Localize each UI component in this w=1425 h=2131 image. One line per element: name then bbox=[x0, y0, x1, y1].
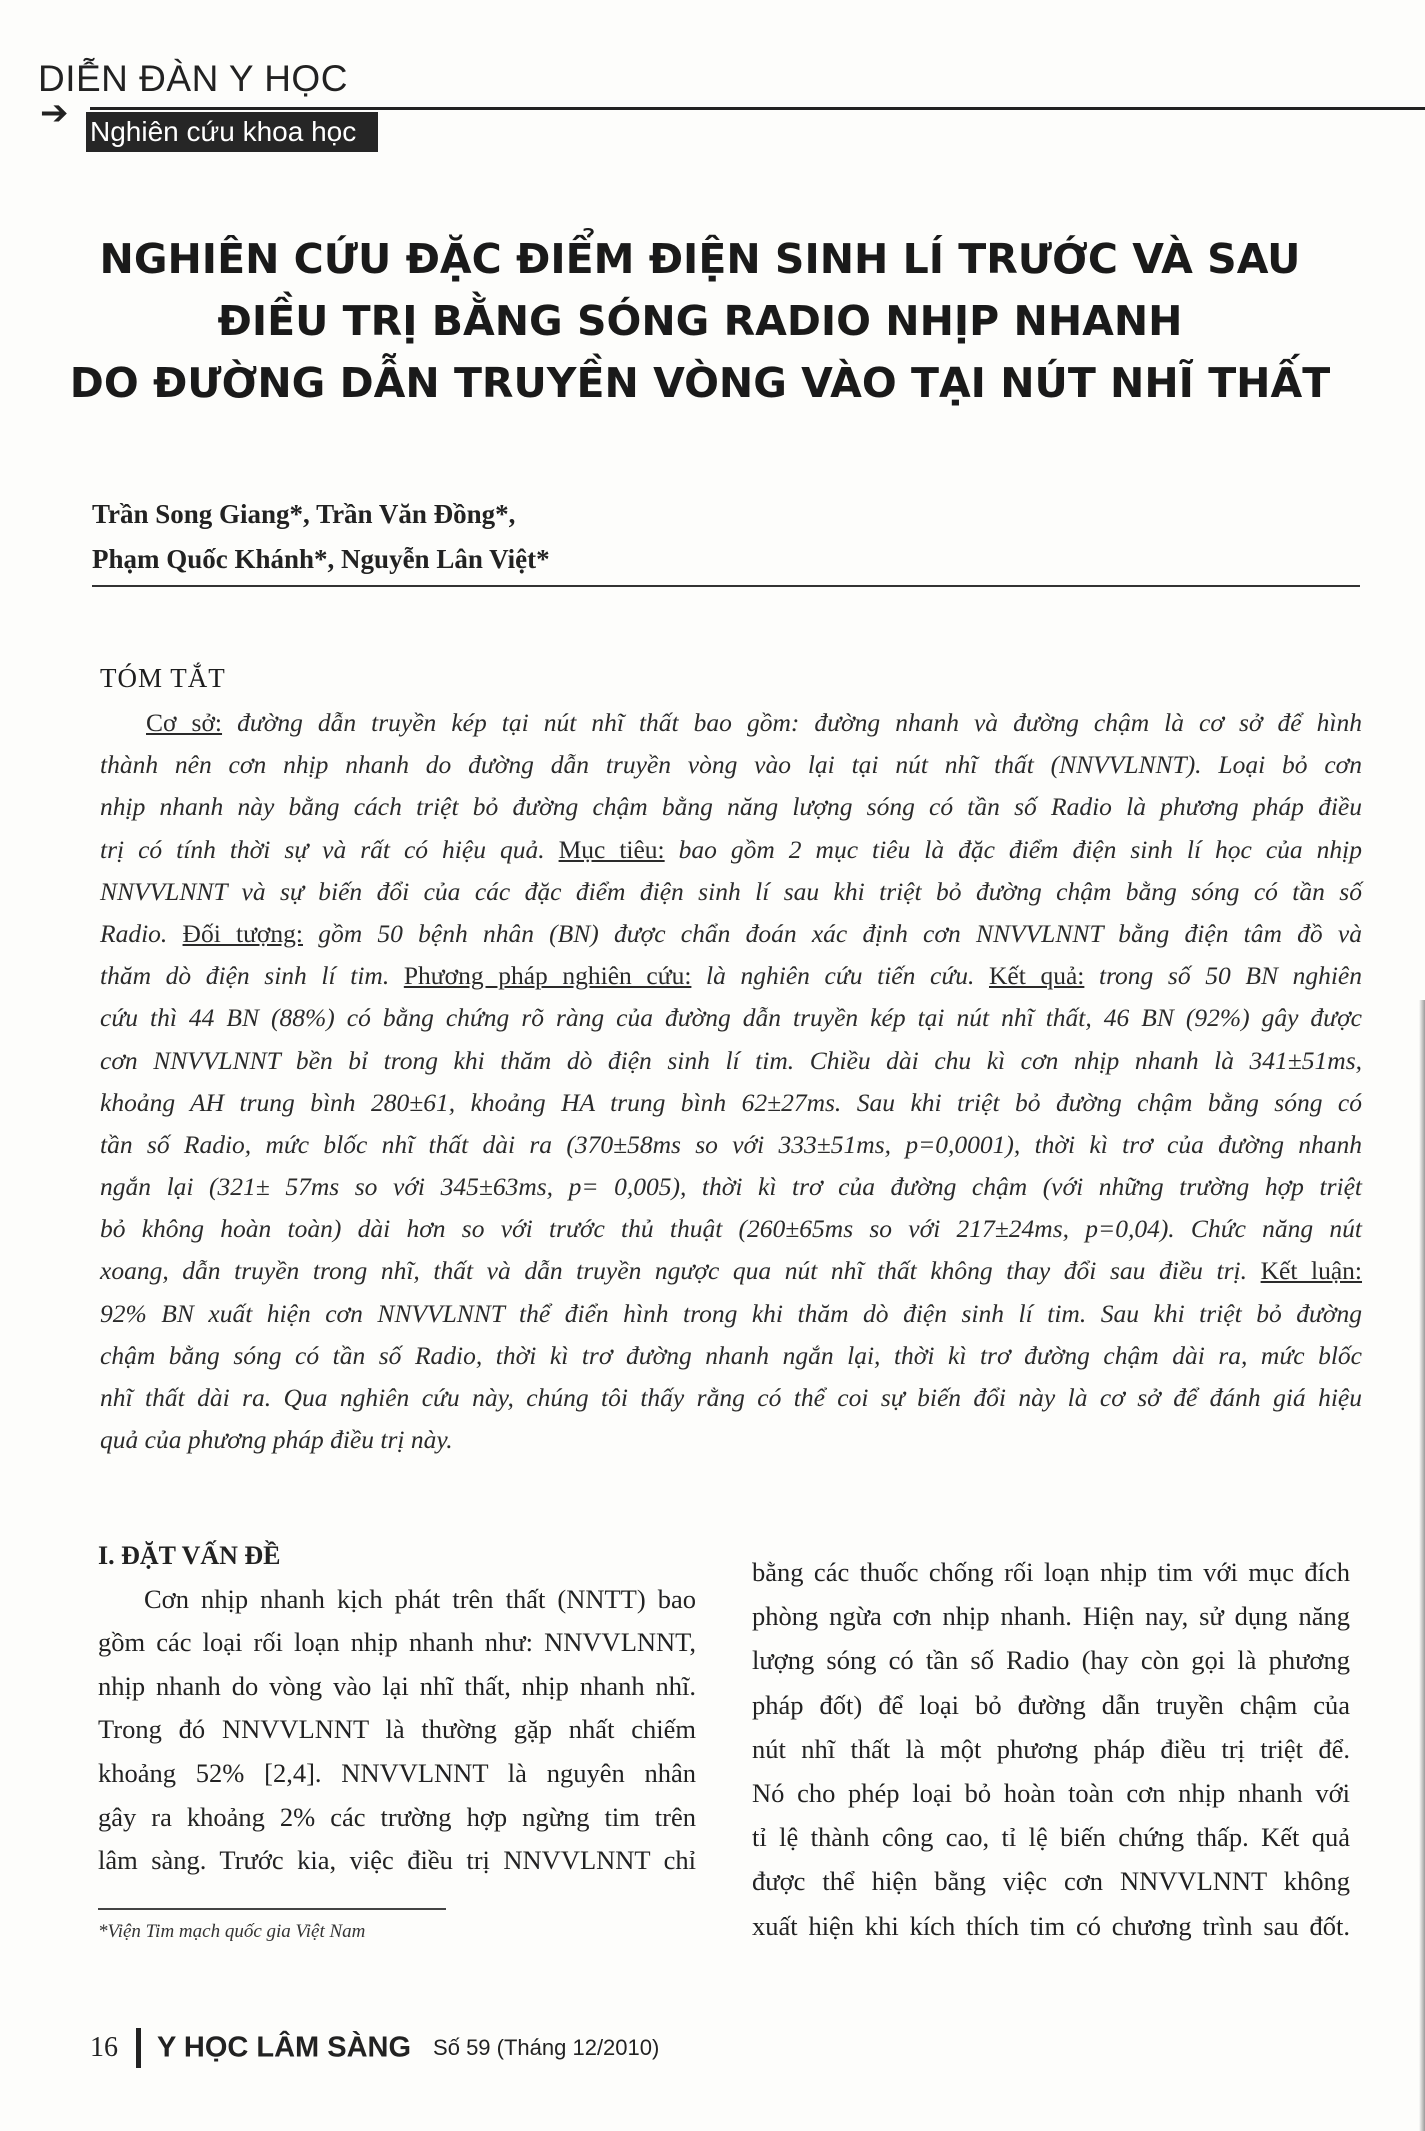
authors bbox=[92, 492, 550, 582]
title-line: ĐIỀU TRỊ BẰNG SÓNG RADIO NHỊP NHANH bbox=[217, 297, 1183, 345]
body-line: được thể hiện bằng việc cơn NNVVLNNT không bbox=[752, 1866, 1350, 1897]
abstract-text: nhịp nhanh này bằng cách triệt bỏ đường chậm bằng năng lượng sóng có tần số Radio là phương pháp điều bbox=[100, 792, 1362, 822]
abstract-label: Mục tiêu: bbox=[558, 834, 665, 864]
abstract-line bbox=[100, 1335, 1362, 1377]
page-number: 16 bbox=[90, 2032, 118, 2063]
arrow-right-icon: ➔ bbox=[40, 93, 69, 133]
abstract-text: thành nên cơn nhịp nhanh do đường dẫn truyền vòng vào lại tại nút nhĩ thất (NNVVLNNT). Loại bỏ cơn bbox=[100, 750, 1362, 780]
abstract-text: NNVVLNNT và sự biến đổi của các đặc điểm điện sinh lí sau khi triệt bỏ đường chậm bằng sóng có tần số bbox=[100, 876, 1362, 906]
authors-line: Phạm Quốc Khánh*, Nguyễn Lân Việt* bbox=[92, 544, 550, 574]
abstract-text: bỏ không hoàn toàn) dài hơn so với trước thủ thuật (260±65ms so với 217±24ms, p=0,04). Chức năng nút bbox=[100, 1214, 1362, 1244]
abstract-text: tần số Radio, mức blốc nhĩ thất dài ra (370±58ms so với 333±51ms, p=0,0001), thời kì trơ của đường nhanh bbox=[100, 1129, 1362, 1159]
abstract-text: thăm dò điện sinh lí tim. bbox=[100, 961, 404, 991]
abstract-text: cứu thì 44 BN (88%) có bằng chứng rõ ràng của đường dẫn truyền kép tại nút nhĩ thất, 46 BN (92%) gây được bbox=[100, 1003, 1362, 1033]
column-left bbox=[98, 1534, 696, 1883]
body-line: xuất hiện khi kích thích tim có chương trình sau đốt. bbox=[752, 1910, 1350, 1941]
body-line: nhịp nhanh do vòng vào lại nhĩ thất, nhịp nhanh nhĩ. bbox=[98, 1670, 696, 1701]
body-line: phòng ngừa cơn nhịp nhanh. Hiện nay, sử dụng năng bbox=[752, 1601, 1350, 1632]
abstract-line bbox=[100, 744, 1362, 786]
body-line: Cơn nhịp nhanh kịch phát trên thất (NNTT) bao bbox=[144, 1583, 696, 1614]
subsection-label: Nghiên cứu khoa học bbox=[86, 112, 378, 152]
abstract-text: nhĩ thất dài ra. Qua nghiên cứu này, chúng tôi thấy rằng có thể coi sự biến đổi này là cơ sở để đánh giá hiệu bbox=[100, 1383, 1362, 1412]
abstract-text: đường dẫn truyền kép tại nút nhĩ thất bao gồm: đường nhanh và đường chậm là cơ sở để hình bbox=[222, 708, 1362, 737]
abstract-text: quả của phương pháp điều trị này. bbox=[100, 1425, 453, 1455]
abstract-line bbox=[100, 1419, 1362, 1461]
abstract-text: Radio. bbox=[100, 918, 183, 948]
title-line: NGHIÊN CỨU ĐẶC ĐIỂM ĐIỆN SINH LÍ TRƯỚC VÀ SAU bbox=[99, 235, 1301, 283]
abstract-line bbox=[100, 871, 1362, 913]
authors-line: Trần Song Giang*, Trần Văn Đồng*, bbox=[92, 499, 516, 529]
abstract-text: là nghiên cứu tiến cứu. bbox=[691, 961, 989, 991]
abstract-text: khoảng AH trung bình 280±61, khoảng HA trung bình 62±27ms. Sau khi triệt bỏ đường chậm bằng sóng có bbox=[100, 1087, 1362, 1117]
abstract-line bbox=[100, 955, 1362, 997]
abstract-line bbox=[100, 1166, 1362, 1208]
abstract-text: xoang, dẫn truyền trong nhĩ, thất và dẫn truyền ngược qua nút nhĩ thất không thay đổi sau điều trị. bbox=[100, 1256, 1261, 1286]
body-line: gây ra khoảng 2% các trường hợp ngừng tim trên bbox=[98, 1801, 696, 1832]
abstract-label: Phương pháp nghiên cứu: bbox=[403, 961, 692, 991]
footer-bar bbox=[136, 2028, 141, 2068]
abstract-text: trị có tính thời sự và rất có hiệu quả. bbox=[100, 834, 559, 864]
abstract-text: gồm 50 bệnh nhân (BN) được chẩn đoán xác định cơn NNVVLNNT bằng điện tâm đồ và bbox=[303, 918, 1362, 948]
abstract-line bbox=[100, 1082, 1362, 1124]
body-line: Trong đó NNVVLNNT là thường gặp nhất chiếm bbox=[98, 1714, 696, 1745]
abstract-text: chậm bằng sóng có tần số Radio, thời kì trơ đường nhanh ngắn lại, thời kì trơ đường chậm dài ra, mức blốc bbox=[100, 1340, 1362, 1370]
body-line: tỉ lệ thành công cao, tỉ lệ biến chứng thấp. Kết quả bbox=[752, 1822, 1350, 1853]
abstract-line bbox=[100, 786, 1362, 828]
abstract-text: trong số 50 BN nghiên bbox=[1084, 961, 1362, 991]
section-heading: I. ĐẶT VẤN ĐỀ bbox=[98, 1541, 281, 1570]
body-line: nút nhĩ thất là một phương pháp điều trị triệt để. bbox=[752, 1733, 1350, 1764]
article-title bbox=[60, 228, 1340, 414]
header-rule bbox=[90, 107, 1425, 110]
abstract-line bbox=[100, 1293, 1362, 1335]
body-line: lượng sóng có tần số Radio (hay còn gọi là phương bbox=[752, 1645, 1350, 1676]
body-line: bằng các thuốc chống rối loạn nhịp tim với mục đích bbox=[752, 1557, 1350, 1587]
body-line: pháp đốt) để loại bỏ đường dẫn truyền chậm của bbox=[752, 1689, 1350, 1720]
abstract-text: 92% BN xuất hiện cơn NNVVLNNT thể điển hình trong khi thăm dò điện sinh lí tim. Sau khi triệt bỏ đường bbox=[100, 1298, 1362, 1328]
abstract-heading: TÓM TẮT bbox=[100, 663, 226, 693]
column-right bbox=[752, 1550, 1350, 1948]
authors-divider bbox=[92, 585, 1360, 587]
abstract-text: cơn NNVVLNNT bền bỉ trong khi thăm dò điện sinh lí tim. Chiều dài chu kì cơn nhịp nhanh là 341±51ms, bbox=[100, 1045, 1362, 1075]
page-edge-shadow bbox=[1419, 1000, 1425, 2131]
issue-info: Số 59 (Tháng 12/2010) bbox=[433, 2035, 660, 2060]
abstract-line bbox=[100, 702, 1362, 744]
abstract-line bbox=[100, 913, 1362, 955]
abstract-label: Cơ sở: bbox=[146, 708, 223, 737]
body-line: gồm các loại rối loạn nhịp nhanh như: NNVVLNNT, bbox=[98, 1627, 696, 1658]
abstract-line bbox=[100, 1250, 1362, 1292]
abstract-line bbox=[100, 1124, 1362, 1166]
footnote: *Viện Tim mạch quốc gia Việt Nam bbox=[98, 1921, 366, 1942]
abstract-body bbox=[100, 702, 1362, 1461]
journal-name: Y HỌC LÂM SÀNG bbox=[157, 2031, 412, 2064]
section-header: DIỄN ĐÀN Y HỌC bbox=[38, 58, 348, 99]
abstract-line bbox=[100, 997, 1362, 1039]
abstract-line bbox=[100, 829, 1362, 871]
abstract-label: Kết luận: bbox=[1260, 1256, 1363, 1286]
abstract-line bbox=[100, 1208, 1362, 1250]
body-line: khoảng 52% [2,4]. NNVVLNNT là nguyên nhân bbox=[98, 1757, 696, 1788]
abstract-line bbox=[100, 1040, 1362, 1082]
title-line: DO ĐƯỜNG DẪN TRUYỀN VÒNG VÀO TẠI NÚT NHĨ THẤT bbox=[69, 359, 1331, 407]
abstract-text: bao gồm 2 mục tiêu là đặc điểm điện sinh lí học của nhịp bbox=[664, 834, 1362, 864]
page-footer bbox=[90, 2028, 659, 2068]
abstract-text: ngắn lại (321± 57ms so với 345±63ms, p= 0,005), thời kì trơ của đường chậm (với những trường hợp triệt bbox=[100, 1172, 1362, 1202]
abstract-label: Đối tượng: bbox=[182, 918, 303, 948]
footnote-divider bbox=[98, 1908, 446, 1910]
body-line: Nó cho phép loại bỏ hoàn toàn cơn nhịp nhanh với bbox=[752, 1777, 1350, 1808]
abstract-label: Kết quả: bbox=[989, 961, 1085, 991]
abstract-line bbox=[100, 1377, 1362, 1419]
body-line: lâm sàng. Trước kia, việc điều trị NNVVLNNT chỉ bbox=[98, 1845, 696, 1876]
